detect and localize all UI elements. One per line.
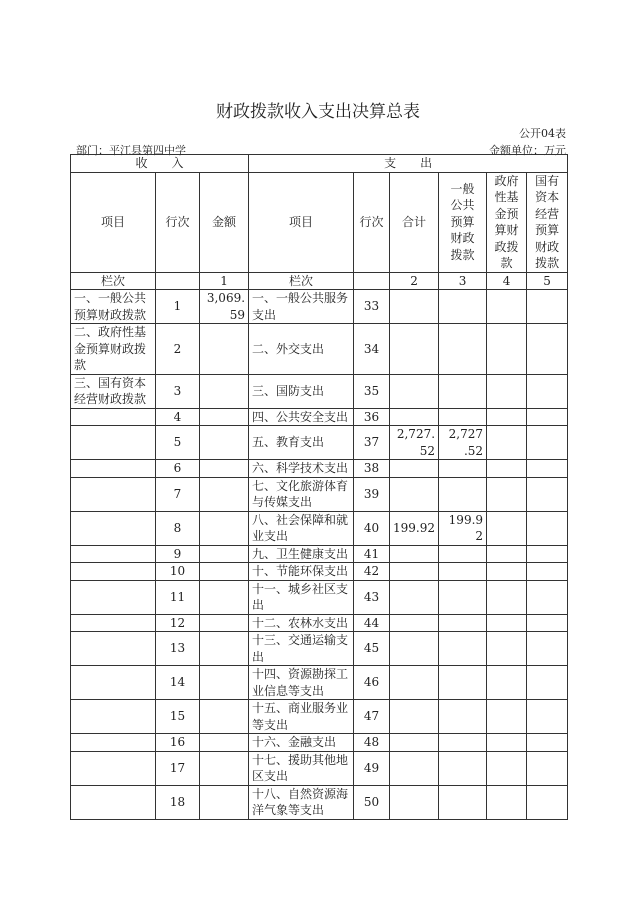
income-amount-cell xyxy=(200,632,249,666)
department-label: 部门：平江县第四中学 xyxy=(76,144,186,157)
general-budget-cell xyxy=(439,700,487,734)
expense-item-cell: 八、社会保障和就业支出 xyxy=(249,511,354,545)
expense-item-cell: 二、外交支出 xyxy=(249,324,354,375)
state-capital-cell xyxy=(527,426,568,460)
income-line-cell: 16 xyxy=(156,734,200,752)
general-budget-cell: 一般 公共 预算 财政 拨款 xyxy=(439,172,487,272)
income-item-cell xyxy=(71,563,156,581)
gov-fund-cell xyxy=(487,426,527,460)
income-line-cell: 9 xyxy=(156,545,200,563)
state-capital-cell xyxy=(527,290,568,324)
income-amount-cell xyxy=(200,324,249,375)
table-row xyxy=(71,785,568,819)
state-capital-cell xyxy=(527,408,568,426)
state-capital-cell xyxy=(527,545,568,563)
table-row xyxy=(71,460,568,478)
general-budget-cell xyxy=(439,290,487,324)
expense-line-cell: 49 xyxy=(354,751,390,785)
expense-line-cell: 41 xyxy=(354,545,390,563)
gov-fund-cell xyxy=(487,408,527,426)
income-line-cell: 6 xyxy=(156,460,200,478)
total-cell xyxy=(390,374,439,408)
total-cell xyxy=(390,324,439,375)
general-budget-cell xyxy=(439,460,487,478)
income-amount-cell xyxy=(200,751,249,785)
general-budget-cell xyxy=(439,751,487,785)
unit-label: 金额单位：万元 xyxy=(489,144,566,157)
gov-fund-cell xyxy=(487,460,527,478)
gov-fund-cell xyxy=(487,374,527,408)
expense-line-cell: 50 xyxy=(354,785,390,819)
state-capital-cell xyxy=(527,751,568,785)
budget-table xyxy=(70,154,568,820)
income-item-cell: 三、国有资本经营财政拨款 xyxy=(71,374,156,408)
expense-header: 支 出 xyxy=(249,155,568,173)
income-amount-cell xyxy=(200,785,249,819)
gov-fund-cell xyxy=(487,563,527,581)
income-amount-cell xyxy=(200,460,249,478)
general-budget-cell xyxy=(439,785,487,819)
income-item-cell xyxy=(71,700,156,734)
total-cell xyxy=(390,700,439,734)
gov-fund-cell xyxy=(487,511,527,545)
state-capital-cell xyxy=(527,700,568,734)
income-amount-cell xyxy=(200,734,249,752)
total-cell xyxy=(390,785,439,819)
table-row xyxy=(71,426,568,460)
expense-item-cell: 三、国防支出 xyxy=(249,374,354,408)
income-line-cell: 12 xyxy=(156,614,200,632)
income-item-cell xyxy=(71,751,156,785)
expense-line-cell: 46 xyxy=(354,666,390,700)
total-cell xyxy=(390,563,439,581)
expense-line-cell: 47 xyxy=(354,700,390,734)
table-row xyxy=(71,408,568,426)
total-cell xyxy=(390,477,439,511)
income-item-cell: 栏次 xyxy=(71,272,156,290)
expense-line-cell: 34 xyxy=(354,324,390,375)
total-cell xyxy=(390,408,439,426)
income-line-cell: 7 xyxy=(156,477,200,511)
expense-item-cell: 十八、自然资源海洋气象等支出 xyxy=(249,785,354,819)
gov-fund-cell xyxy=(487,734,527,752)
expense-line-cell: 45 xyxy=(354,632,390,666)
gov-fund-cell xyxy=(487,477,527,511)
income-amount-cell xyxy=(200,511,249,545)
gov-fund-cell: 4 xyxy=(487,272,527,290)
expense-item-cell: 十七、援助其他地区支出 xyxy=(249,751,354,785)
table-row xyxy=(71,290,568,324)
expense-line-cell: 37 xyxy=(354,426,390,460)
gov-fund-cell xyxy=(487,666,527,700)
expense-item-cell: 七、文化旅游体育与传媒支出 xyxy=(249,477,354,511)
income-amount-cell: 金额 xyxy=(200,172,249,272)
general-budget-cell xyxy=(439,545,487,563)
lanci-row xyxy=(71,272,568,290)
state-capital-cell: 国有 资本 经营 预算 财政 拨款 xyxy=(527,172,568,272)
income-amount-cell xyxy=(200,545,249,563)
general-budget-cell: 3 xyxy=(439,272,487,290)
gov-fund-cell xyxy=(487,614,527,632)
table-row xyxy=(71,734,568,752)
expense-item-cell: 十五、商业服务业等支出 xyxy=(249,700,354,734)
table-row xyxy=(71,700,568,734)
total-cell xyxy=(390,545,439,563)
general-budget-cell xyxy=(439,408,487,426)
state-capital-cell xyxy=(527,477,568,511)
expense-line-cell: 36 xyxy=(354,408,390,426)
income-item-cell xyxy=(71,408,156,426)
income-amount-cell xyxy=(200,374,249,408)
expense-item-cell: 项目 xyxy=(249,172,354,272)
total-cell xyxy=(390,632,439,666)
income-amount-cell xyxy=(200,580,249,614)
income-item-cell xyxy=(71,785,156,819)
expense-item-cell: 十、节能环保支出 xyxy=(249,563,354,581)
income-line-cell: 4 xyxy=(156,408,200,426)
table-row xyxy=(71,324,568,375)
expense-item-cell: 栏次 xyxy=(249,272,354,290)
expense-item-cell: 六、科学技术支出 xyxy=(249,460,354,478)
expense-line-cell: 35 xyxy=(354,374,390,408)
expense-item-cell: 九、卫生健康支出 xyxy=(249,545,354,563)
state-capital-cell xyxy=(527,563,568,581)
income-amount-cell xyxy=(200,426,249,460)
expense-line-cell: 38 xyxy=(354,460,390,478)
income-line-cell: 11 xyxy=(156,580,200,614)
expense-line-cell: 43 xyxy=(354,580,390,614)
income-item-cell xyxy=(71,632,156,666)
table-row xyxy=(71,614,568,632)
general-budget-cell xyxy=(439,374,487,408)
gov-fund-cell: 政府 性基 金预 算财 政拨 款 xyxy=(487,172,527,272)
gov-fund-cell xyxy=(487,580,527,614)
total-cell: 2,727. 52 xyxy=(390,426,439,460)
general-budget-cell xyxy=(439,324,487,375)
expense-item-cell: 十六、金融支出 xyxy=(249,734,354,752)
total-cell xyxy=(390,666,439,700)
table-row xyxy=(71,580,568,614)
column-header-row xyxy=(71,172,568,272)
table-code: 公开04表 xyxy=(519,127,566,140)
general-budget-cell: 199.9 2 xyxy=(439,511,487,545)
table-row xyxy=(71,632,568,666)
total-cell xyxy=(390,290,439,324)
income-item-cell xyxy=(71,460,156,478)
state-capital-cell xyxy=(527,324,568,375)
state-capital-cell xyxy=(527,734,568,752)
income-amount-cell xyxy=(200,477,249,511)
gov-fund-cell xyxy=(487,290,527,324)
gov-fund-cell xyxy=(487,545,527,563)
income-line-cell: 8 xyxy=(156,511,200,545)
table-row xyxy=(71,751,568,785)
general-budget-cell xyxy=(439,666,487,700)
income-line-cell: 17 xyxy=(156,751,200,785)
expense-item-cell: 十三、交通运输支出 xyxy=(249,632,354,666)
income-line-cell: 14 xyxy=(156,666,200,700)
general-budget-cell: 2,727 .52 xyxy=(439,426,487,460)
total-cell: 合计 xyxy=(390,172,439,272)
state-capital-cell xyxy=(527,374,568,408)
income-line-cell: 行次 xyxy=(156,172,200,272)
income-amount-cell xyxy=(200,408,249,426)
general-budget-cell xyxy=(439,580,487,614)
income-line-cell: 3 xyxy=(156,374,200,408)
expense-item-cell: 一、一般公共服务支出 xyxy=(249,290,354,324)
income-item-cell xyxy=(71,477,156,511)
table-row xyxy=(71,545,568,563)
income-amount-cell xyxy=(200,563,249,581)
gov-fund-cell xyxy=(487,751,527,785)
state-capital-cell xyxy=(527,614,568,632)
income-item-cell xyxy=(71,614,156,632)
general-budget-cell xyxy=(439,477,487,511)
income-item-cell: 一、一般公共预算财政拨款 xyxy=(71,290,156,324)
table-row xyxy=(71,511,568,545)
table-row xyxy=(71,477,568,511)
income-line-cell: 13 xyxy=(156,632,200,666)
expense-line-cell: 42 xyxy=(354,563,390,581)
income-line-cell: 2 xyxy=(156,324,200,375)
income-item-cell xyxy=(71,426,156,460)
total-cell xyxy=(390,580,439,614)
state-capital-cell xyxy=(527,632,568,666)
gov-fund-cell xyxy=(487,700,527,734)
income-amount-cell xyxy=(200,614,249,632)
income-item-cell: 二、政府性基金预算财政拨款 xyxy=(71,324,156,375)
income-amount-cell: 1 xyxy=(200,272,249,290)
total-cell xyxy=(390,614,439,632)
expense-item-cell: 五、教育支出 xyxy=(249,426,354,460)
table-row xyxy=(71,666,568,700)
expense-line-cell xyxy=(354,272,390,290)
income-item-cell: 项目 xyxy=(71,172,156,272)
gov-fund-cell xyxy=(487,632,527,666)
income-amount-cell xyxy=(200,666,249,700)
expense-item-cell: 十四、资源勘探工业信息等支出 xyxy=(249,666,354,700)
general-budget-cell xyxy=(439,734,487,752)
gov-fund-cell xyxy=(487,324,527,375)
income-line-cell: 1 xyxy=(156,290,200,324)
expense-line-cell: 44 xyxy=(354,614,390,632)
income-amount-cell xyxy=(200,700,249,734)
income-line-cell: 10 xyxy=(156,563,200,581)
total-cell xyxy=(390,734,439,752)
state-capital-cell xyxy=(527,460,568,478)
expense-line-cell: 48 xyxy=(354,734,390,752)
income-item-cell xyxy=(71,666,156,700)
total-cell xyxy=(390,751,439,785)
expense-line-cell: 39 xyxy=(354,477,390,511)
expense-item-cell: 十二、农林水支出 xyxy=(249,614,354,632)
state-capital-cell xyxy=(527,511,568,545)
total-cell: 199.92 xyxy=(390,511,439,545)
general-budget-cell xyxy=(439,563,487,581)
income-amount-cell: 3,069. 59 xyxy=(200,290,249,324)
expense-line-cell: 33 xyxy=(354,290,390,324)
state-capital-cell xyxy=(527,580,568,614)
table-row xyxy=(71,563,568,581)
total-cell xyxy=(390,460,439,478)
state-capital-cell: 5 xyxy=(527,272,568,290)
income-item-cell xyxy=(71,580,156,614)
page-title: 财政拨款收入支出决算总表 xyxy=(216,102,420,122)
income-item-cell xyxy=(71,734,156,752)
gov-fund-cell xyxy=(487,785,527,819)
income-header: 收 入 xyxy=(71,155,249,173)
table-row xyxy=(71,374,568,408)
general-budget-cell xyxy=(439,614,487,632)
total-cell: 2 xyxy=(390,272,439,290)
expense-line-cell: 40 xyxy=(354,511,390,545)
income-line-cell: 18 xyxy=(156,785,200,819)
expense-item-cell: 四、公共安全支出 xyxy=(249,408,354,426)
expense-line-cell: 行次 xyxy=(354,172,390,272)
state-capital-cell xyxy=(527,785,568,819)
expense-item-cell: 十一、城乡社区支出 xyxy=(249,580,354,614)
income-line-cell: 15 xyxy=(156,700,200,734)
income-line-cell xyxy=(156,272,200,290)
state-capital-cell xyxy=(527,666,568,700)
general-budget-cell xyxy=(439,632,487,666)
income-item-cell xyxy=(71,511,156,545)
income-line-cell: 5 xyxy=(156,426,200,460)
income-item-cell xyxy=(71,545,156,563)
